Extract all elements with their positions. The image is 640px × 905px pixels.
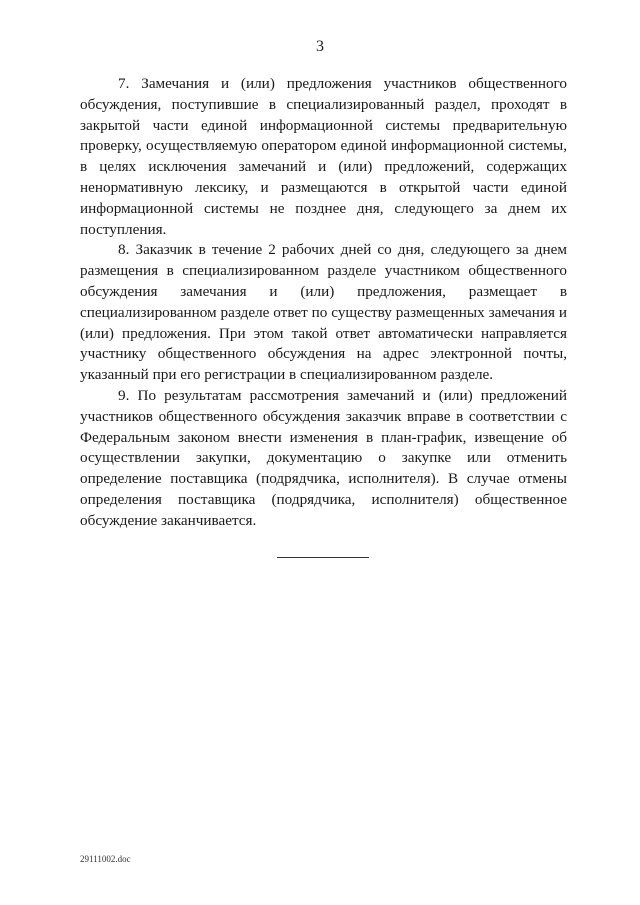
paragraph-7: 7. Замечания и (или) предложения участников общественного обсуждения, поступившие в специализированный раздел, проходят в закрытой части единой информационной системы предварительную проверку, осуществляемую оператором единой информационной системы, в целях исключения замечаний и (или) предложений, содержащих ненормативную лексику, и размещаются в открытой части единой информационной системы не позднее дня, следующего за днем их поступления. bbox=[80, 75, 567, 238]
paragraph-9: 9. По результатам рассмотрения замечаний и (или) предложений участников общественного обсуждения заказчик вправе в соответствии с Федеральным законом внести изменения в план-график, извещение об осуществлении закупки, документацию о закупке или отменить определение поставщика (подрядчика, исполнителя). В случае отмены определения поставщика (подрядчика, исполнителя) общественное обсуждение заканчивается. bbox=[80, 386, 567, 529]
document-body bbox=[80, 74, 567, 532]
end-separator-line bbox=[277, 557, 369, 558]
paragraph-8: 8. Заказчик в течение 2 рабочих дней со дня, следующего за днем размещения в специализированном разделе участником общественного обсуждения замечания и (или) предложения, размещает в специализированном разделе ответ по существу размещенных замечания и (или) предложения. При этом такой ответ автоматически направляется участнику общественного обсуждения на адрес электронной почты, указанный при его регистрации в специализированном разделе. bbox=[80, 241, 567, 384]
document-file-code: 29111002.doc bbox=[80, 854, 131, 864]
page-number: 3 bbox=[316, 38, 324, 55]
